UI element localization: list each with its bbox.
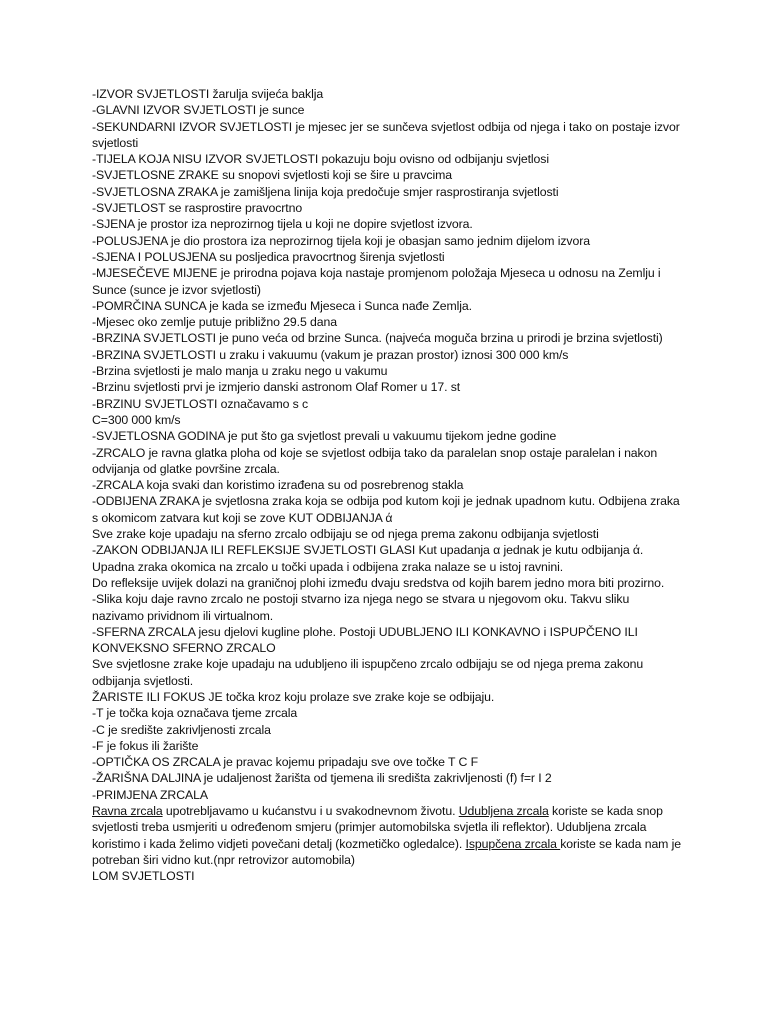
text-line-28: -SFERNA ZRCALA jesu djelovi kugline plohe. Postoji UDUBLJENO ILI KONKAVNO i ISPUPČENO ILI KONVEKSNO SFERNO ZRCALO bbox=[92, 624, 638, 656]
text-line-15: -BRZINA SVJETLOSTI u zraku i vakuumu (vakum je prazan prostor) iznosi 300 000 km/s bbox=[92, 347, 569, 362]
text-line-24: Sve zrake koje upadaju na sferno zrcalo odbijaju se od njega prema zakonu odbijanja svjetlosti bbox=[92, 527, 599, 542]
text-line-1: -IZVOR SVJETLOSTI žarulja svijeća baklja bbox=[92, 87, 324, 101]
text-line-31: -T je točka koja označava tjeme zrcala bbox=[92, 706, 298, 721]
text-line-8: -SJENA je prostor iza neprozirnog tijela u koji ne dopire svjetlost izvora. bbox=[92, 217, 473, 232]
text-line-4: -TIJELA KOJA NISU IZVOR SVJETLOSTI pokazuju boju ovisno od odbijanju svjetlosi bbox=[92, 152, 549, 167]
concave-mirror-term: Udubljena zrcala bbox=[458, 804, 549, 819]
text-line-13: -Mjesec oko zemlje putuje približno 29.5 dana bbox=[92, 315, 337, 330]
text-line-22: -ZRCALA koja svaki dan koristimo izrađena su od posrebrenog stakla bbox=[92, 478, 464, 493]
concave-mirror-text: koriste se kada snop svjetlosti treba usmjeriti u određenom smjeru (primjer automobilska svjetla ili reflektor). Udubljena zrcala koristimo i kada želimo vidjeti povečani detalj (kozmetičko ogledalce). bbox=[92, 804, 663, 851]
applications-paragraph bbox=[92, 803, 684, 868]
text-line-30: ŽARISTE ILI FOKUS JE točka kroz koju prolaze sve zrake koje se odbijaju. bbox=[92, 689, 495, 704]
text-line-12: -POMRČINA SUNCA je kada se između Mjeseca i Sunca nađe Zemlja. bbox=[92, 298, 472, 313]
text-line-18: -BRZINU SVJETLOSTI označavamo s c bbox=[92, 396, 309, 411]
text-line-21: -ZRCALO je ravna glatka ploha od koje se svjetlost odbija tako da paralelan snop ostaje paralelan i nakon odvijanja od glatke površine zrcala. bbox=[92, 445, 658, 476]
text-line-36: -PRIMJENA ZRCALA bbox=[92, 787, 208, 802]
text-line-2: -GLAVNI IZVOR SVJETLOSTI je sunce bbox=[92, 103, 305, 118]
text-line-6: -SVJETLOSNA ZRAKA je zamišljena linija koja predočuje smjer rasprostiranja svjetlosti bbox=[92, 184, 559, 199]
document-page bbox=[92, 86, 684, 885]
text-line-5: -SVJETLOSNE ZRAKE su snopovi svjetlosti koji se šire u pravcima bbox=[92, 168, 452, 183]
text-line-11: -MJESEČEVE MIJENE je prirodna pojava koja nastaje promjenom položaja Mjeseca u odnosu na Zemlju i Sunce (sunce je izvor svjetlosti) bbox=[92, 266, 661, 297]
text-line-16: -Brzina svjetlosti je malo manja u zraku nego u vakumu bbox=[92, 364, 388, 379]
text-line-32: -C je središte zakrivljenosti zrcala bbox=[92, 722, 271, 737]
text-line-19: C=300 000 km/s bbox=[92, 412, 181, 427]
text-line-33: -F je fokus ili žarište bbox=[92, 738, 199, 753]
text-line-25: -ZAKON ODBIJANJA ILI REFLEKSIJE SVJETLOSTI GLASI Kut upadanja α jednak je kutu odbijanja ά. Upadna zraka okomica na zrcalo u točki upada i odbijena zraka nalaze se u istoj ravnini. bbox=[92, 543, 644, 574]
text-line-23: -ODBIJENA ZRAKA je svjetlosna zraka koja se odbija pod kutom koji je jednak upadnom kutu. Odbijena zraka s okomicom zatvara kut koji se zove KUT ODBIJANJA ά bbox=[92, 494, 680, 525]
text-line-27: -Slika koju daje ravno zrcalo ne postoji stvarno iza njega nego se stvara u njegovom oku. Takvu sliku nazivamo prividnom ili virtualnom. bbox=[92, 592, 630, 623]
text-line-17: -Brzinu svjetlosti prvi je izmjerio danski astronom Olaf Romer u 17. st bbox=[92, 380, 461, 395]
text-line-3: -SEKUNDARNI IZVOR SVJETLOSTI je mjesec jer se sunčeva svjetlost odbija od njega i tako on postaje izvor svjetlosti bbox=[92, 119, 680, 150]
text-line-34: -OPTIČKA OS ZRCALA je pravac kojemu pripadaju sve ove točke T C F bbox=[92, 755, 479, 770]
text-line-20: -SVJETLOSNA GODINA je put što ga svjetlost prevali u vakuumu tijekom jedne godine bbox=[92, 429, 557, 444]
text-line-9: -POLUSJENA je dio prostora iza neprozirnog tijela koji je obasjan samo jednim dijelom izvora bbox=[92, 233, 590, 248]
text-line-29: Sve svjetlosne zrake koje upadaju na udubljeno ili ispupčeno zrcalo odbijaju se od njega prema zakonu odbijanja svjetlosti. bbox=[92, 657, 644, 688]
flat-mirror-term: Ravna zrcala bbox=[92, 804, 163, 819]
final-heading: LOM SVJETLOSTI bbox=[92, 869, 195, 884]
text-line-35: -ŽARIŠNA DALJINA je udaljenost žarišta od tjemena ili središta zakrivljenosti (f) f=r I 2 bbox=[92, 771, 552, 786]
text-line-26: Do refleksije uvijek dolazi na graničnoj plohi između dvaju sredstva od kojih barem jedno mora biti prozirno. bbox=[92, 575, 665, 590]
convex-mirror-term: Ispupčena zrcala bbox=[465, 836, 561, 851]
text-line-14: -BRZINA SVJETLOSTI je puno veća od brzine Sunca. (najveća moguča brzina u prirodi je brzina svjetlosti) bbox=[92, 331, 663, 346]
flat-mirror-text: upotrebljavamo u kućanstvu i u svakodnevnom životu. bbox=[162, 804, 459, 819]
convex-mirror-text: koriste se kada nam je potreban širi vidno kut.(npr retrovizor automobila) bbox=[92, 836, 682, 867]
text-line-7: -SVJETLOST se rasprostire pravocrtno bbox=[92, 201, 303, 216]
text-line-10: -SJENA I POLUSJENA su posljedica pravocrtnog širenja svjetlosti bbox=[92, 249, 445, 264]
